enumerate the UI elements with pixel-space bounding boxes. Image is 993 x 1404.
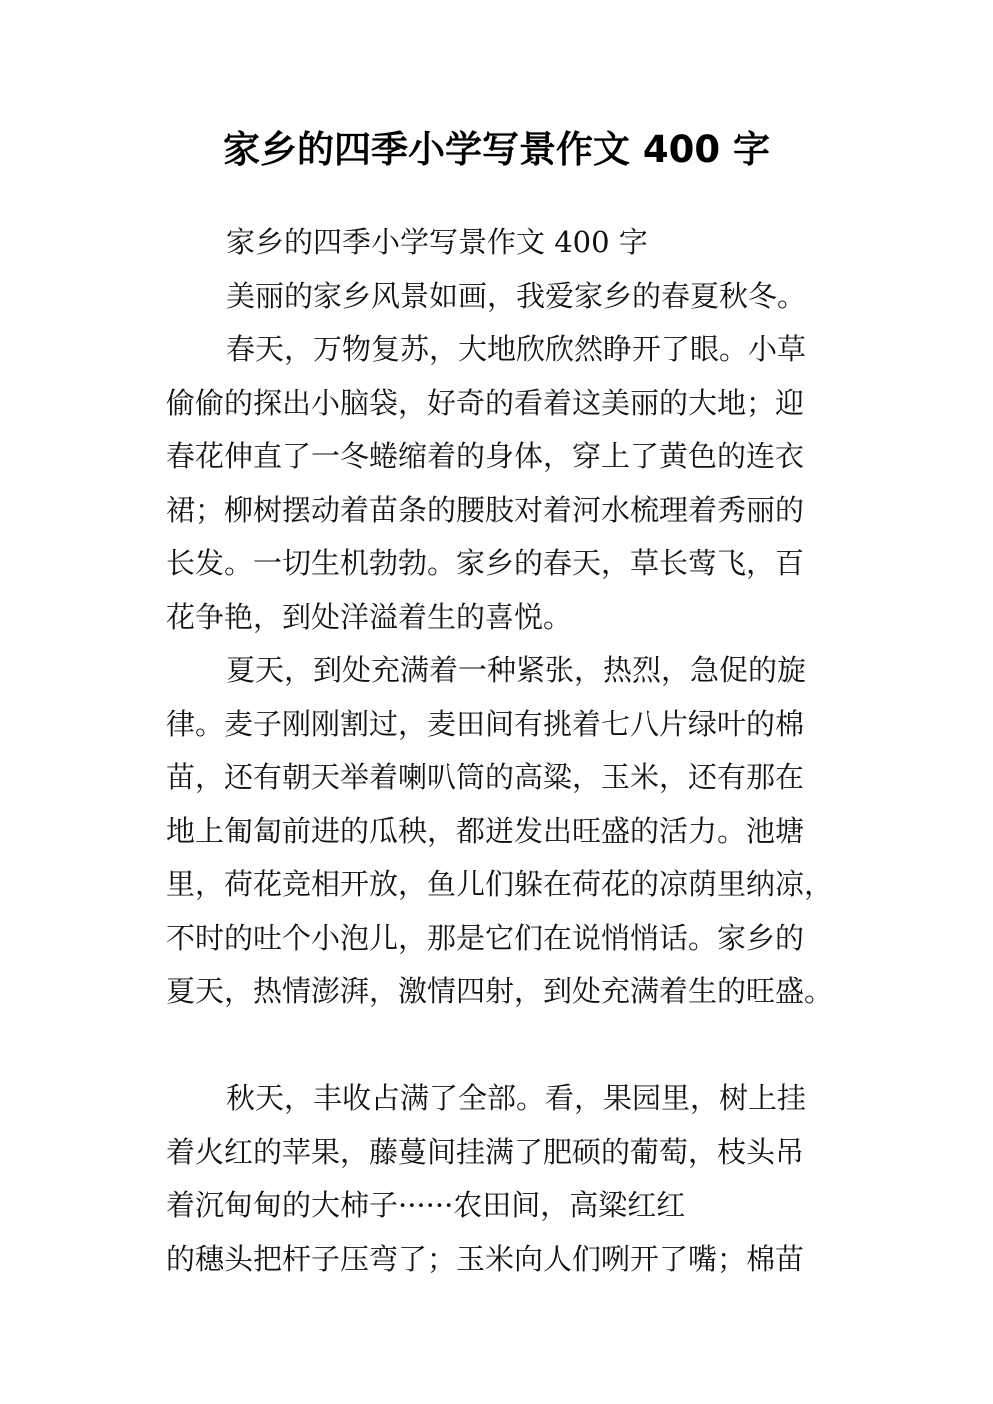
document-title: 家乡的四季小学写景作文 400 字 — [223, 128, 770, 171]
autumn-line: 着火红的苹果，藤蔓间挂满了肥硕的葡萄，枝头吊 — [166, 1134, 805, 1169]
spring-line: 长发。一切生机勃勃。家乡的春天，草长莺飞，百 — [166, 546, 805, 580]
summer-line: 夏天，热情澎湃，激情四射，到处充满着生的旺盛。 — [166, 974, 834, 1008]
spring-line: 春花伸直了一冬蜷缩着的身体，穿上了黄色的连衣 — [166, 439, 805, 473]
summer-line: 夏天，到处充满着一种紧张，热烈，急促的旋 — [226, 653, 807, 687]
autumn-line: 的穗头把杆子压弯了；玉米向人们咧开了嘴；棉苗 — [166, 1241, 805, 1276]
summer-line: 地上匍匐前进的瓜秧，都迸发出旺盛的活力。池塘 — [166, 813, 805, 848]
summer-line: 律。麦子刚刚割过，麦田间有挑着七八片绿叶的棉 — [166, 706, 805, 741]
summer-line: 不时的吐个小泡儿，那是它们在说悄悄话。家乡的 — [166, 920, 805, 955]
document-body — [166, 216, 846, 1286]
spring-line: 春天，万物复苏，大地欣欣然睁开了眼。小草 — [226, 332, 807, 366]
paragraph-gap — [166, 1019, 846, 1073]
spring-line: 裙；柳树摆动着苗条的腰肢对着河水梳理着秀丽的 — [166, 492, 805, 527]
summer-line: 苗，还有朝天举着喇叭筒的高粱，玉米，还有那在 — [166, 760, 805, 794]
spring-line: 花争艳，到处洋溢着生的喜悦。 — [166, 599, 573, 634]
summer-line: 里，荷花竞相开放，鱼儿们躲在荷花的凉荫里纳凉， — [166, 867, 834, 901]
spring-line: 偷偷的探出小脑袋，好奇的看着这美丽的大地；迎 — [166, 385, 805, 420]
autumn-line: 着沉甸甸的大柿子······农田间，高粱红红 — [166, 1188, 686, 1222]
subtitle-line: 家乡的四季小学写景作文 400 字 — [226, 225, 648, 259]
intro-line: 美丽的家乡风景如画，我爱家乡的春夏秋冬。 — [226, 278, 807, 313]
autumn-line: 秋天，丰收占满了全部。看，果园里，树上挂 — [226, 1081, 807, 1115]
